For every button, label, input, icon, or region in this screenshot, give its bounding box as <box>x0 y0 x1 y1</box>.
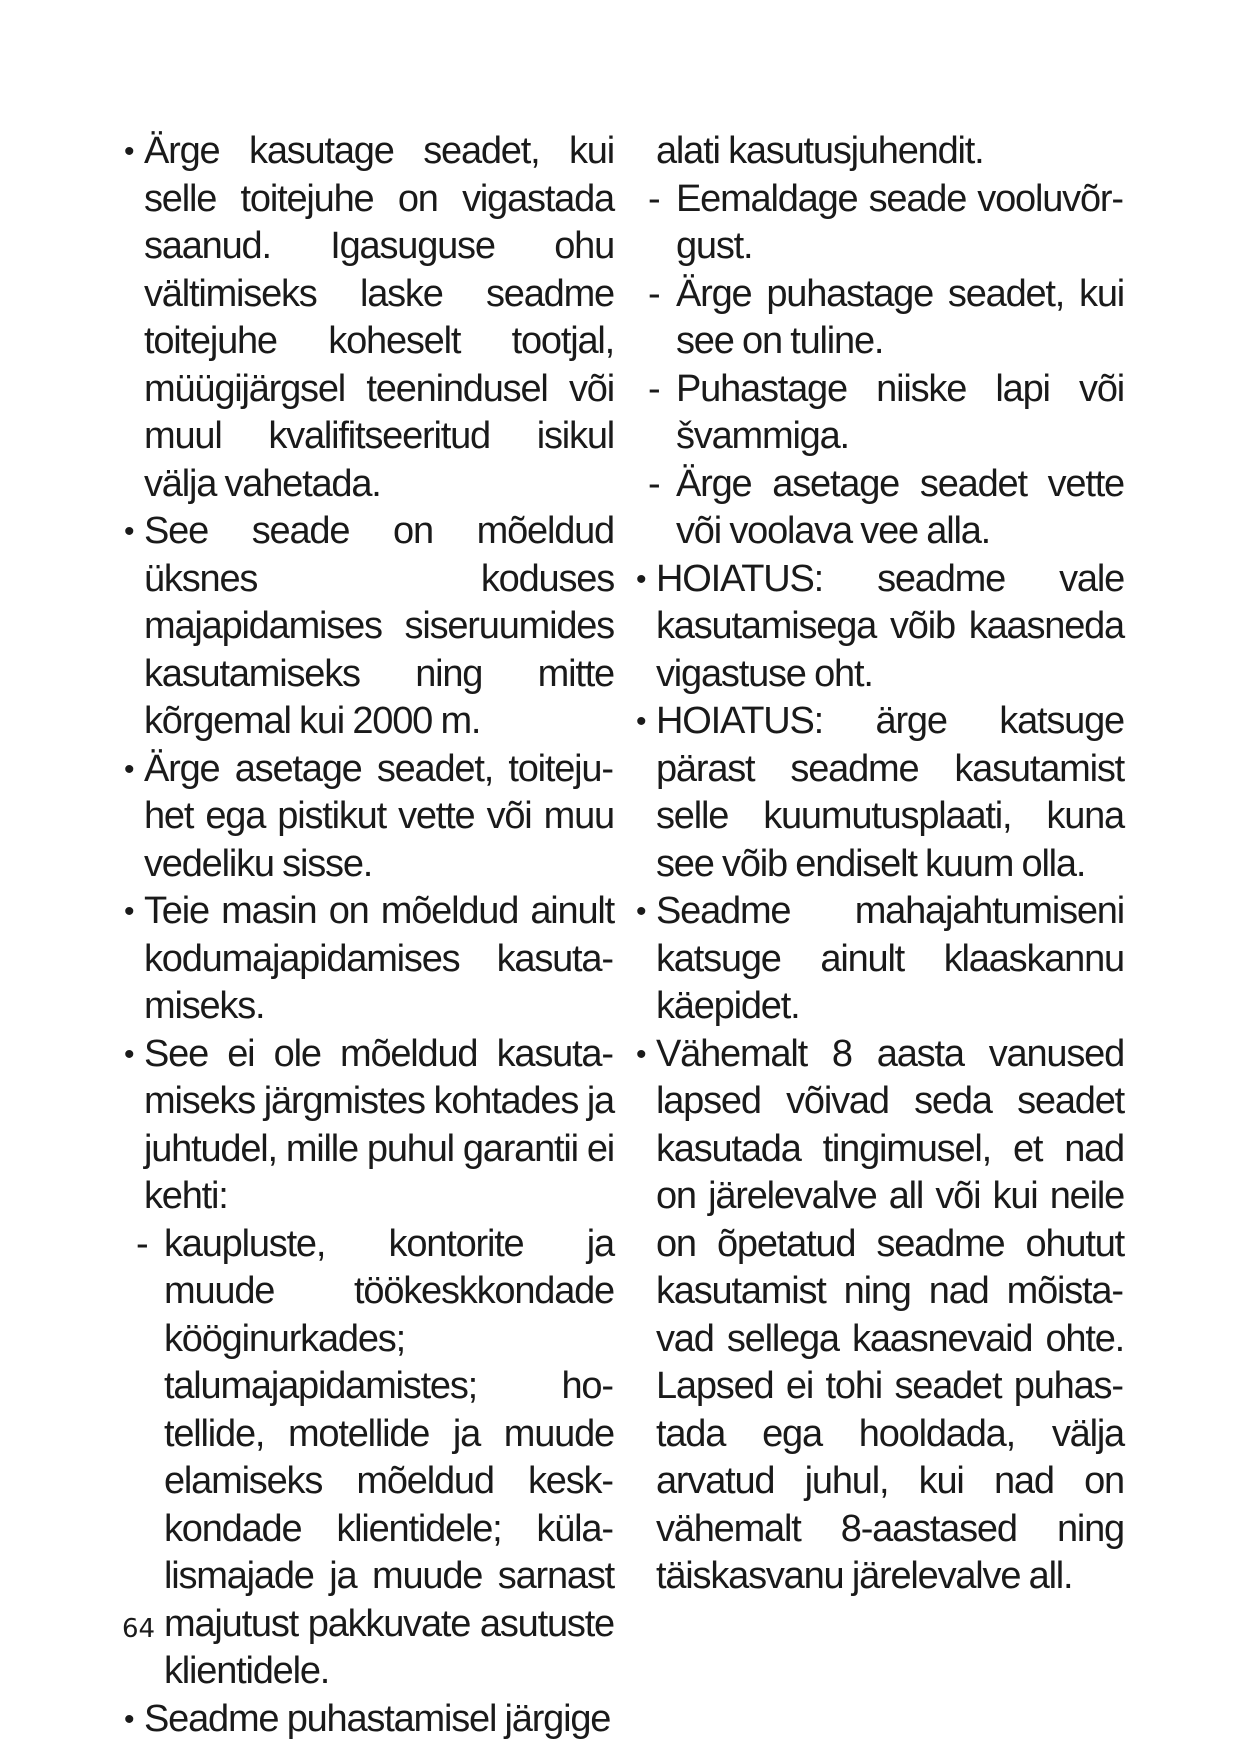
list-item: • Seadme puhastamisel järgige <box>120 1696 614 1744</box>
sub-list-item: - Ärge puhastage seadet, kui see on tuline. <box>632 271 1124 366</box>
sub-list-item: - Puhastage niiske lapi või švammiga. <box>632 366 1124 461</box>
list-item: • Teie masin on mõeldud ainult kodumajapidamises kasutamiseks. <box>120 888 614 1031</box>
sub-list-item: - Ärge asetage seadet vette või voolava vee alla. <box>632 461 1124 556</box>
list-item: • See ei ole mõeldud kasutamiseks järgmistes kohtades ja juhtudel, mille puhul garantii ei kehti: <box>120 1031 614 1221</box>
continued-text: alati kasutusjuhendit. <box>656 130 984 172</box>
list-item: • Ärge asetage seadet, toitejuhet ega pistikut vette või muu vedeliku sisse. <box>120 746 614 889</box>
left-column <box>120 128 614 1743</box>
list-item: • Seadme mahajahtumiseni katsuge ainult klaaskannu käepidet. <box>632 888 1124 1031</box>
sub-list-item: - Eemaldage seade vooluvõrgust. <box>632 176 1124 271</box>
list-item: • HOIATUS: seadme vale kasutamisega võib kaasneda vigastuse oht. <box>632 556 1124 699</box>
right-column <box>632 128 1124 1601</box>
list-item: • See seade on mõeldud üksnes koduses majapidamises siseruumides kasutamiseks ning mitte kõrgemal kui 2000 m. <box>120 508 614 746</box>
list-item: • Vähemalt 8 aasta vanused lapsed võivad seda seadet kasutada tingimusel, et nad on järelevalve all või kui neile on õpetatud seadme ohutut kasutamist ning nad mõistavad sellega kaasnevaid ohte. Lapsed ei tohi seadet puhastada ega hooldada, välja arvatud juhul, kui nad on vähemalt 8-aastased ning täiskasvanu järelevalve all. <box>632 1031 1124 1601</box>
page-number: 64 <box>122 1614 156 1644</box>
list-item: • Ärge kasutage seadet, kui selle toitejuhe on vigastada saanud. Igasuguse ohu vältimiseks laske seadme toitejuhe koheselt tootjal, müügijärgsel teenindusel või muul kvalifitseeritud isikul välja vahetada. <box>120 128 614 508</box>
list-item: • HOIATUS: ärge katsuge pärast seadme kasutamist selle kuumutusplaati, kuna see võib endiselt kuum olla. <box>632 698 1124 888</box>
sub-list-item: - kaupluste, kontorite ja muude töökeskkondade kööginurkades; talumajapidamistes; hotellide, motellide ja muude elamiseks mõeldud keskkondade klientidele; külalismajade ja muude sarnast majutust pakkuvate asutuste klientidele. <box>120 1221 614 1696</box>
